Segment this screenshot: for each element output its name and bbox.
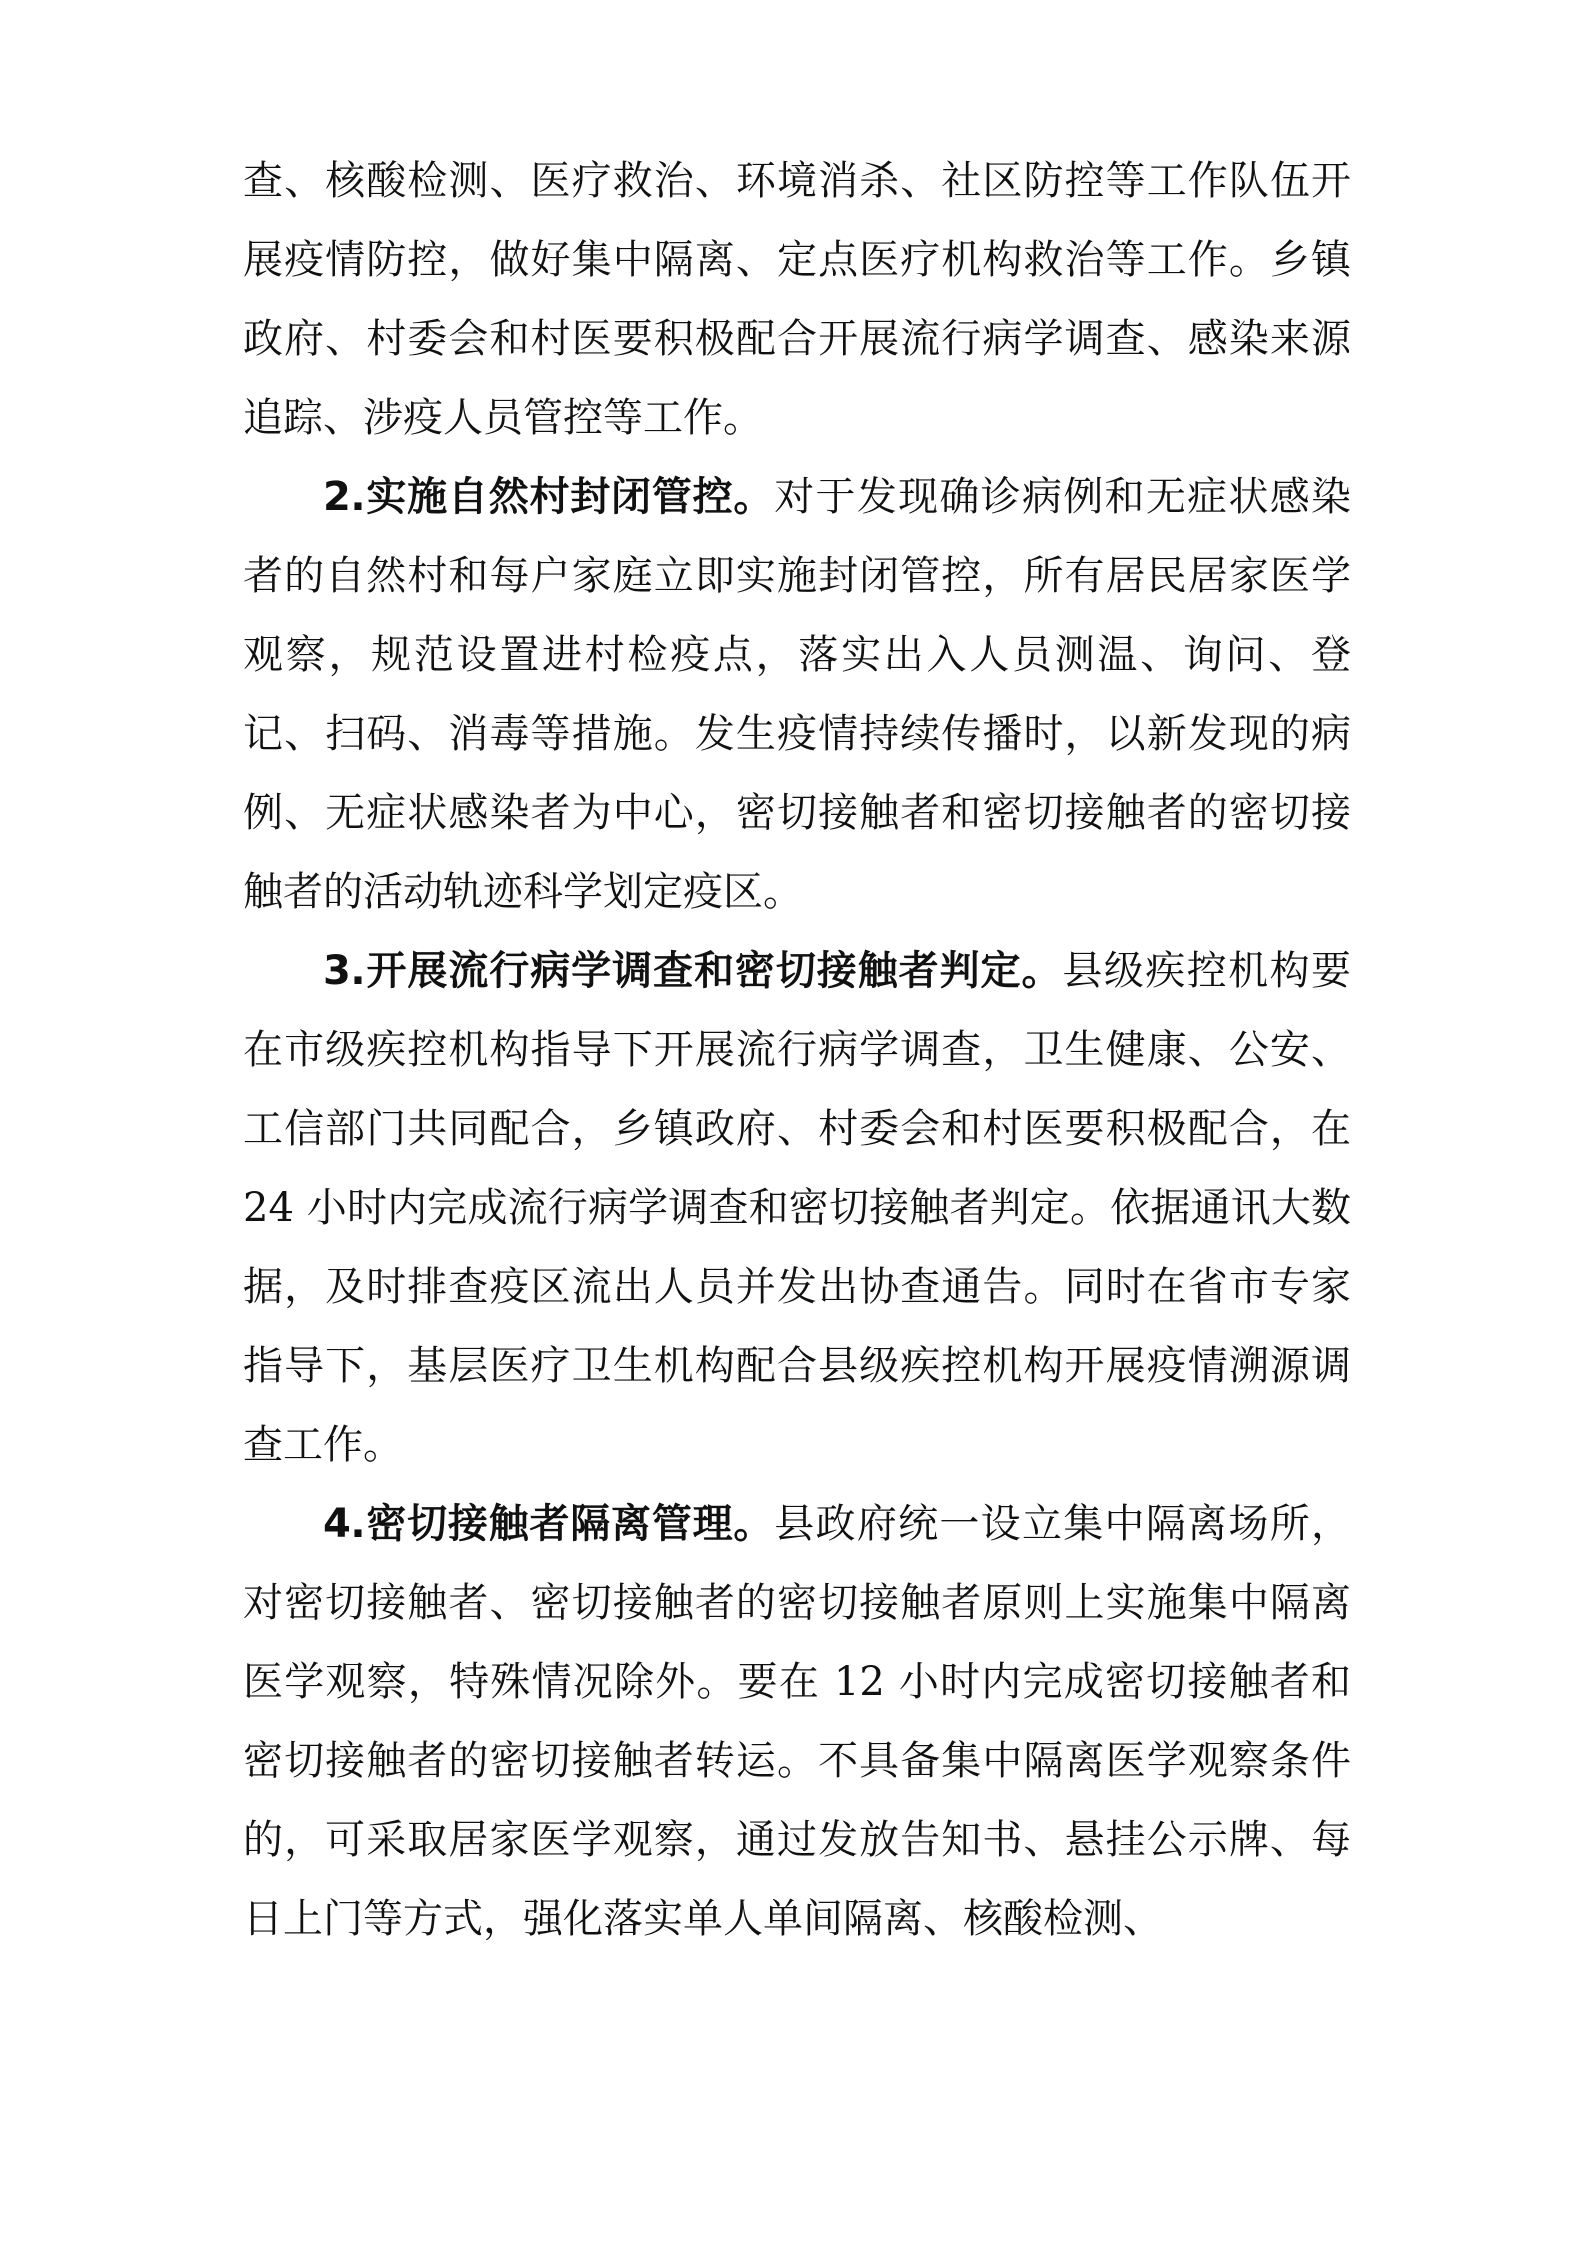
paragraph-4 bbox=[243, 1485, 1351, 1959]
paragraph-3-heading: 3.开展流行病学调查和密切接触者判定。 bbox=[323, 948, 1063, 994]
document-body bbox=[243, 142, 1351, 1959]
paragraph-4-heading: 4.密切接触者隔离管理。 bbox=[323, 1501, 775, 1547]
paragraph-1 bbox=[243, 142, 1351, 458]
paragraph-2 bbox=[243, 458, 1351, 932]
paragraph-2-body: 对于发现确诊病例和无症状感染者的自然村和每户家庭立即实施封闭管控，所有居民居家医学观察，规范设置进村检疫点，落实出入人员测温、询问、登记、扫码、消毒等措施。发生疫情持续传播时，以新发现的病例、无症状感染者为中心，密切接触者和密切接触者的密切接触者的活动轨迹科学划定疫区。 bbox=[243, 474, 1352, 915]
paragraph-1-body: 查、核酸检测、医疗救治、环境消杀、社区防控等工作队伍开展疫情防控，做好集中隔离、定点医疗机构救治等工作。乡镇政府、村委会和村医要积极配合开展流行病学调查、感染来源追踪、涉疫人员管控等工作。 bbox=[243, 158, 1351, 441]
paragraph-3-body: 县级疾控机构要在市级疾控机构指导下开展流行病学调查，卫生健康、公安、工信部门共同配合，乡镇政府、村委会和村医要积极配合，在 24 小时内完成流行病学调查和密切接触者判定。依据通讯大数据，及时排查疫区流出人员并发出协查通告。同时在省市专家指导下，基层医疗卫生机构配合县级疾控机构开展疫情溯源调查工作。 bbox=[243, 948, 1352, 1468]
paragraph-2-heading: 2.实施自然村封闭管控。 bbox=[323, 474, 775, 520]
paragraph-4-body: 县政府统一设立集中隔离场所，对密切接触者、密切接触者的密切接触者原则上实施集中隔离医学观察，特殊情况除外。要在 12 小时内完成密切接触者和密切接触者的密切接触者转运。不具备集中隔离医学观察条件的，可采取居家医学观察，通过发放告知书、悬挂公示牌、每日上门等方式，强化落实单人单间隔离、核酸检测、 bbox=[243, 1501, 1352, 1942]
paragraph-3 bbox=[243, 932, 1351, 1485]
